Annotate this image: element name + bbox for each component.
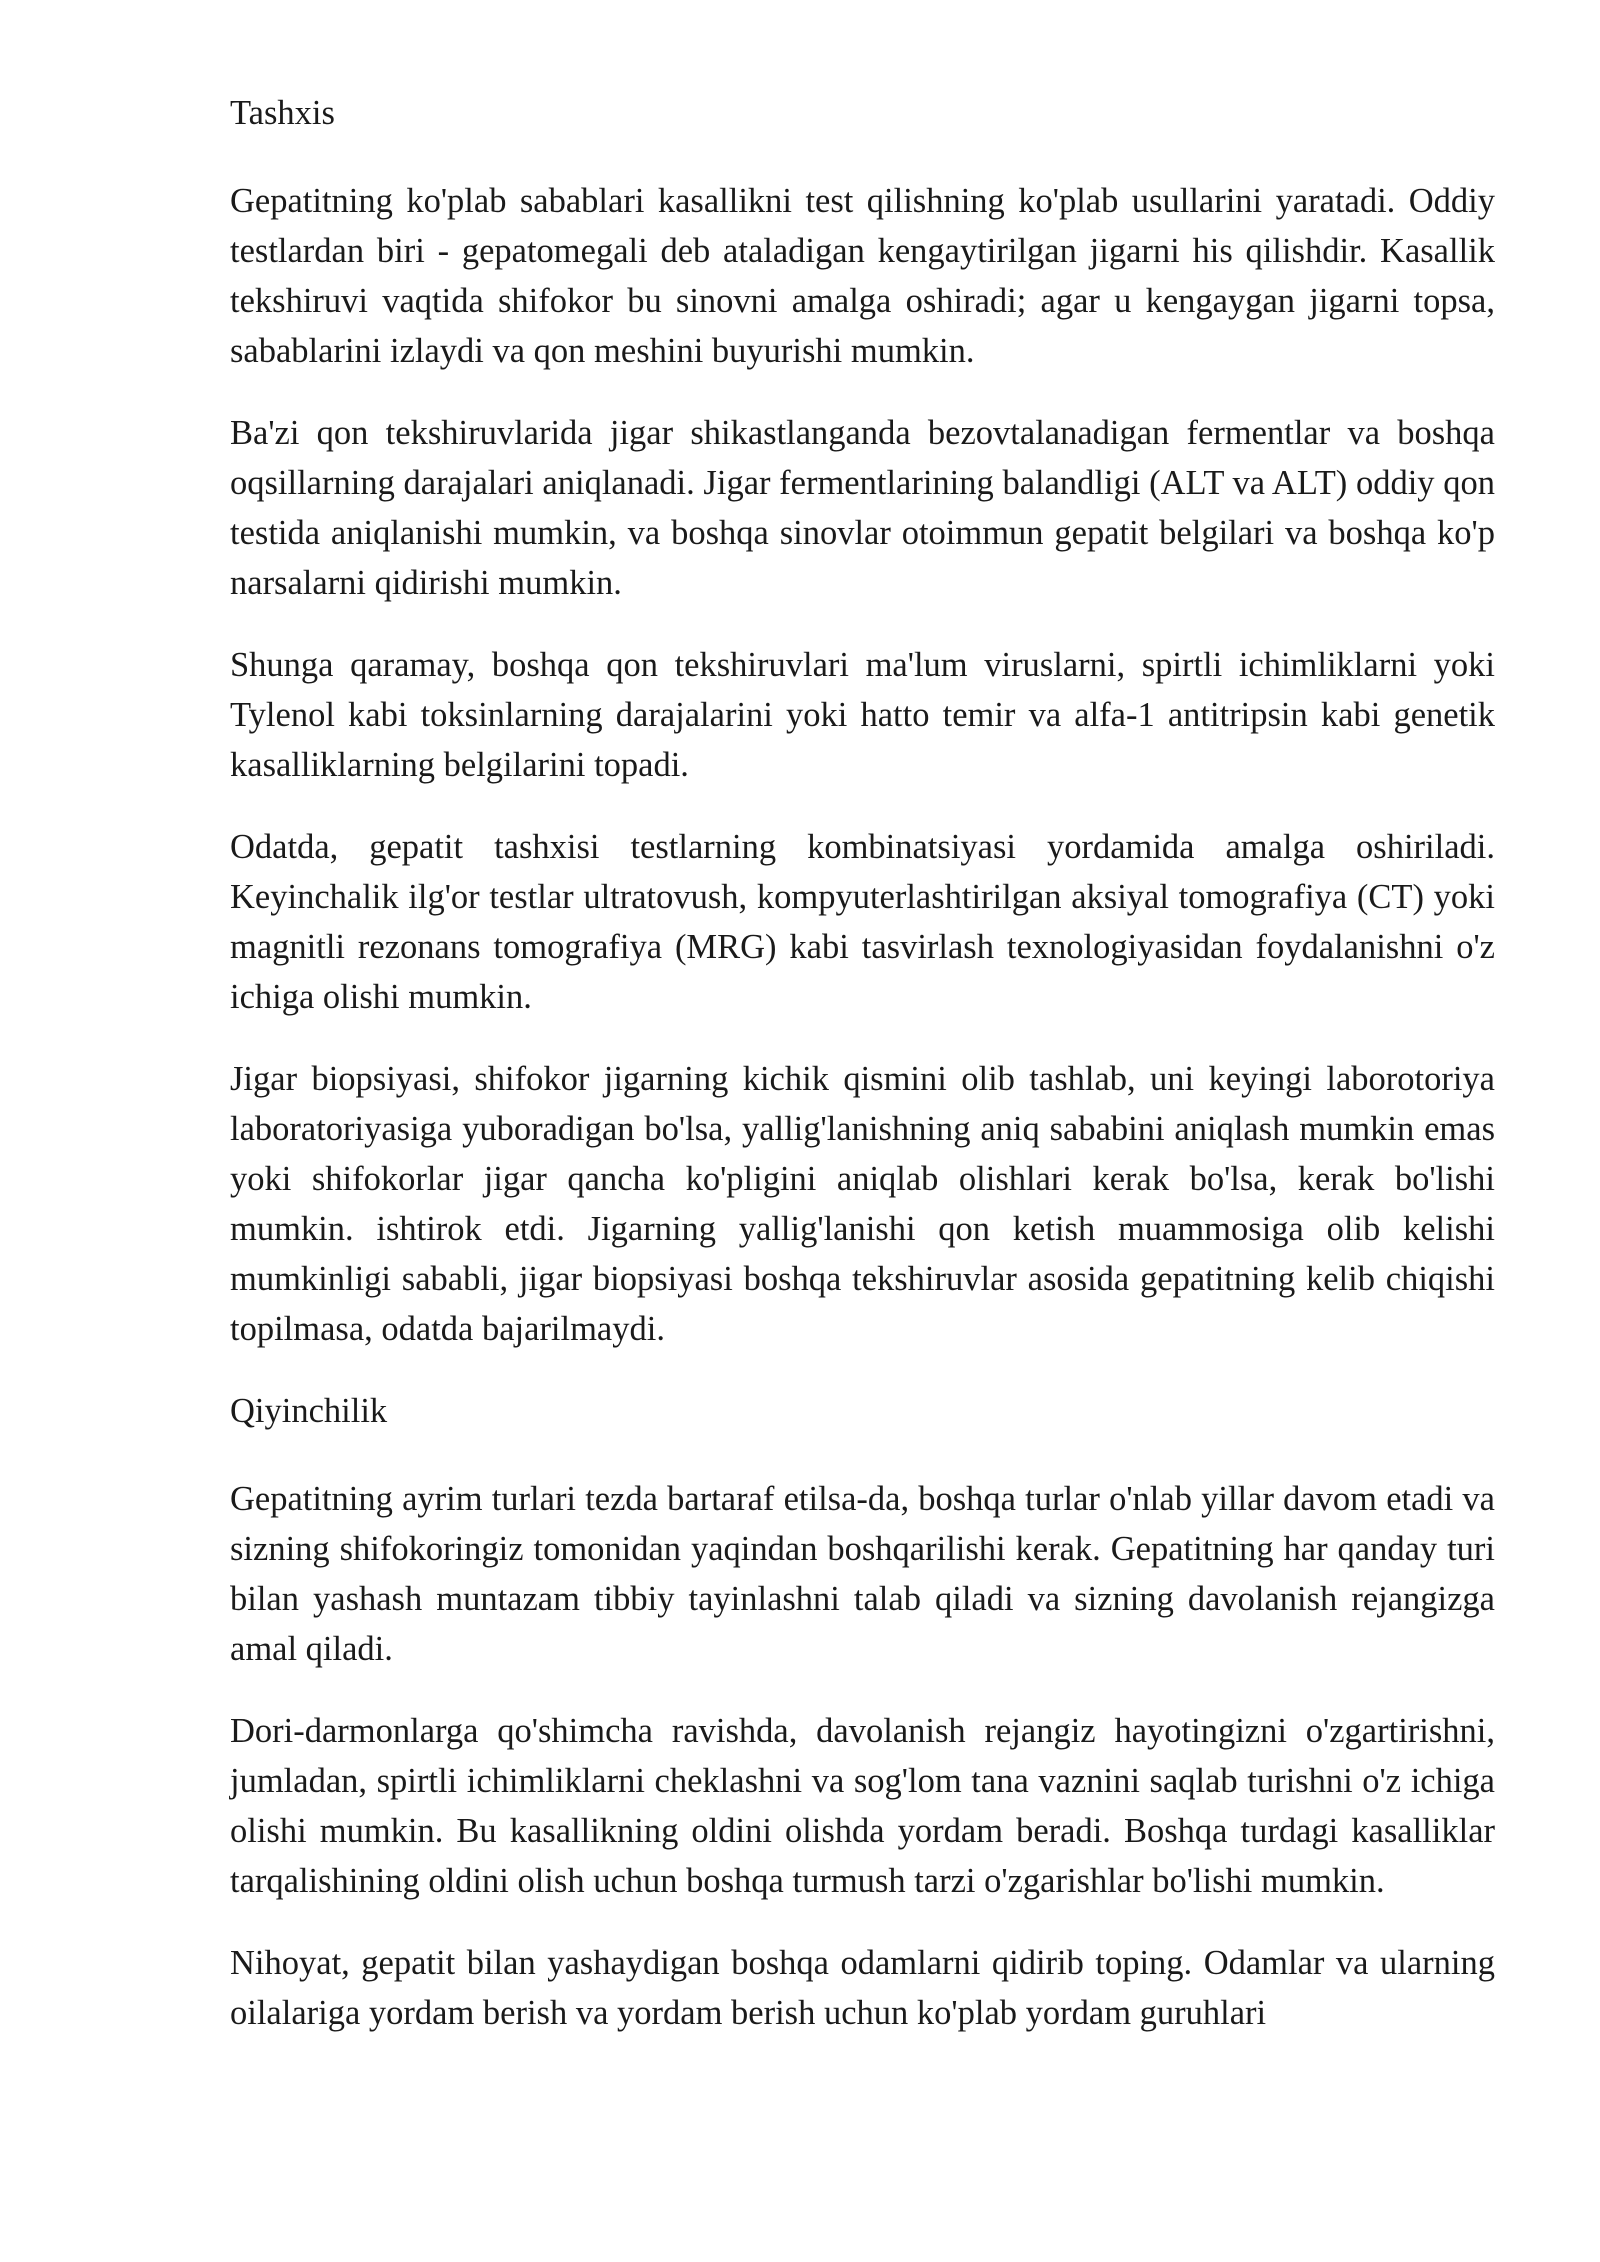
paragraph: Gepatitning ayrim turlari tezda bartaraf etilsa-da, boshqa turlar o'nlab yillar davom etadi va sizning shifokoringiz tomonidan yaqindan boshqarilishi kerak. Gepatitning har qanday turi bilan yashash muntazam tibbiy tayinlashni talab qiladi va sizning davolanish rejangizga amal qiladi. — [230, 1480, 1495, 1668]
section-heading-qiyinchilik: Qiyinchilik — [230, 1392, 388, 1430]
section-heading-tashxis: Tashxis — [230, 94, 335, 132]
paragraph: Odatda, gepatit tashxisi testlarning kombinatsiyasi yordamida amalga oshiriladi. Keyinchalik ilg'or testlar ultratovush, kompyuterlashtirilgan aksiyal tomografiya (CT) yoki magnitli rezonans tomografiya (MRG) kabi tasvirlash texnologiyasidan foydalanishni o'z ichiga olishi mumkin. — [230, 828, 1495, 1016]
paragraph: Jigar biopsiyasi, shifokor jigarning kichik qismini olib tashlab, uni keyingi laborotoriya laboratoriyasiga yuboradigan bo'lsa, yallig'lanishning aniq sababini aniqlash mumkin emas yoki shifokorlar jigar qancha ko'pligini aniqlab olishlari kerak bo'lsa, kerak bo'lishi mumkin. ishtirok etdi. Jigarning yallig'lanishi qon ketish muammosiga olib kelishi mumkinligi sababli, jigar biopsiyasi boshqa tekshiruvlar asosida gepatitning kelib chiqishi topilmasa, odatda bajarilmaydi. — [230, 1060, 1495, 1348]
paragraph: Dori-darmonlarga qo'shimcha ravishda, davolanish rejangiz hayotingizni o'zgartirishni, jumladan, spirtli ichimliklarni cheklashni va sog'lom tana vaznini saqlab turishni o'z ichiga olishi mumkin. Bu kasallikning oldini olishda yordam beradi. Boshqa turdagi kasalliklar tarqalishining oldini olish uchun boshqa turmush tarzi o'zgarishlar bo'lishi mumkin. — [230, 1712, 1495, 1900]
paragraph: Shunga qaramay, boshqa qon tekshiruvlari ma'lum viruslarni, spirtli ichimliklarni yoki Tylenol kabi toksinlarning darajalarini yoki hatto temir va alfa-1 antitripsin kabi genetik kasalliklarning belgilarini topadi. — [230, 646, 1495, 784]
paragraph: Nihoyat, gepatit bilan yashaydigan boshqa odamlarni qidirib toping. Odamlar va ularning oilalariga yordam berish va yordam berish uchun ko'plab yordam guruhlari — [230, 1944, 1495, 2032]
document-body — [230, 88, 1495, 2070]
paragraph: Ba'zi qon tekshiruvlarida jigar shikastlanganda bezovtalanadigan fermentlar va boshqa oqsillarning darajalari aniqlanadi. Jigar fermentlarining balandligi (ALT va ALT) oddiy qon testida aniqlanishi mumkin, va boshqa sinovlar otoimmun gepatit belgilari va boshqa ko'p narsalarni qidirishi mumkin. — [230, 414, 1495, 602]
paragraph: Gepatitning ko'plab sabablari kasallikni test qilishning ko'plab usullarini yaratadi. Oddiy testlardan biri - gepatomegali deb ataladigan kengaytirilgan jigarni his qilishdir. Kasallik tekshiruvi vaqtida shifokor bu sinovni amalga oshiradi; agar u kengaygan jigarni topsa, sabablarini izlaydi va qon meshini buyurishi mumkin. — [230, 182, 1495, 370]
